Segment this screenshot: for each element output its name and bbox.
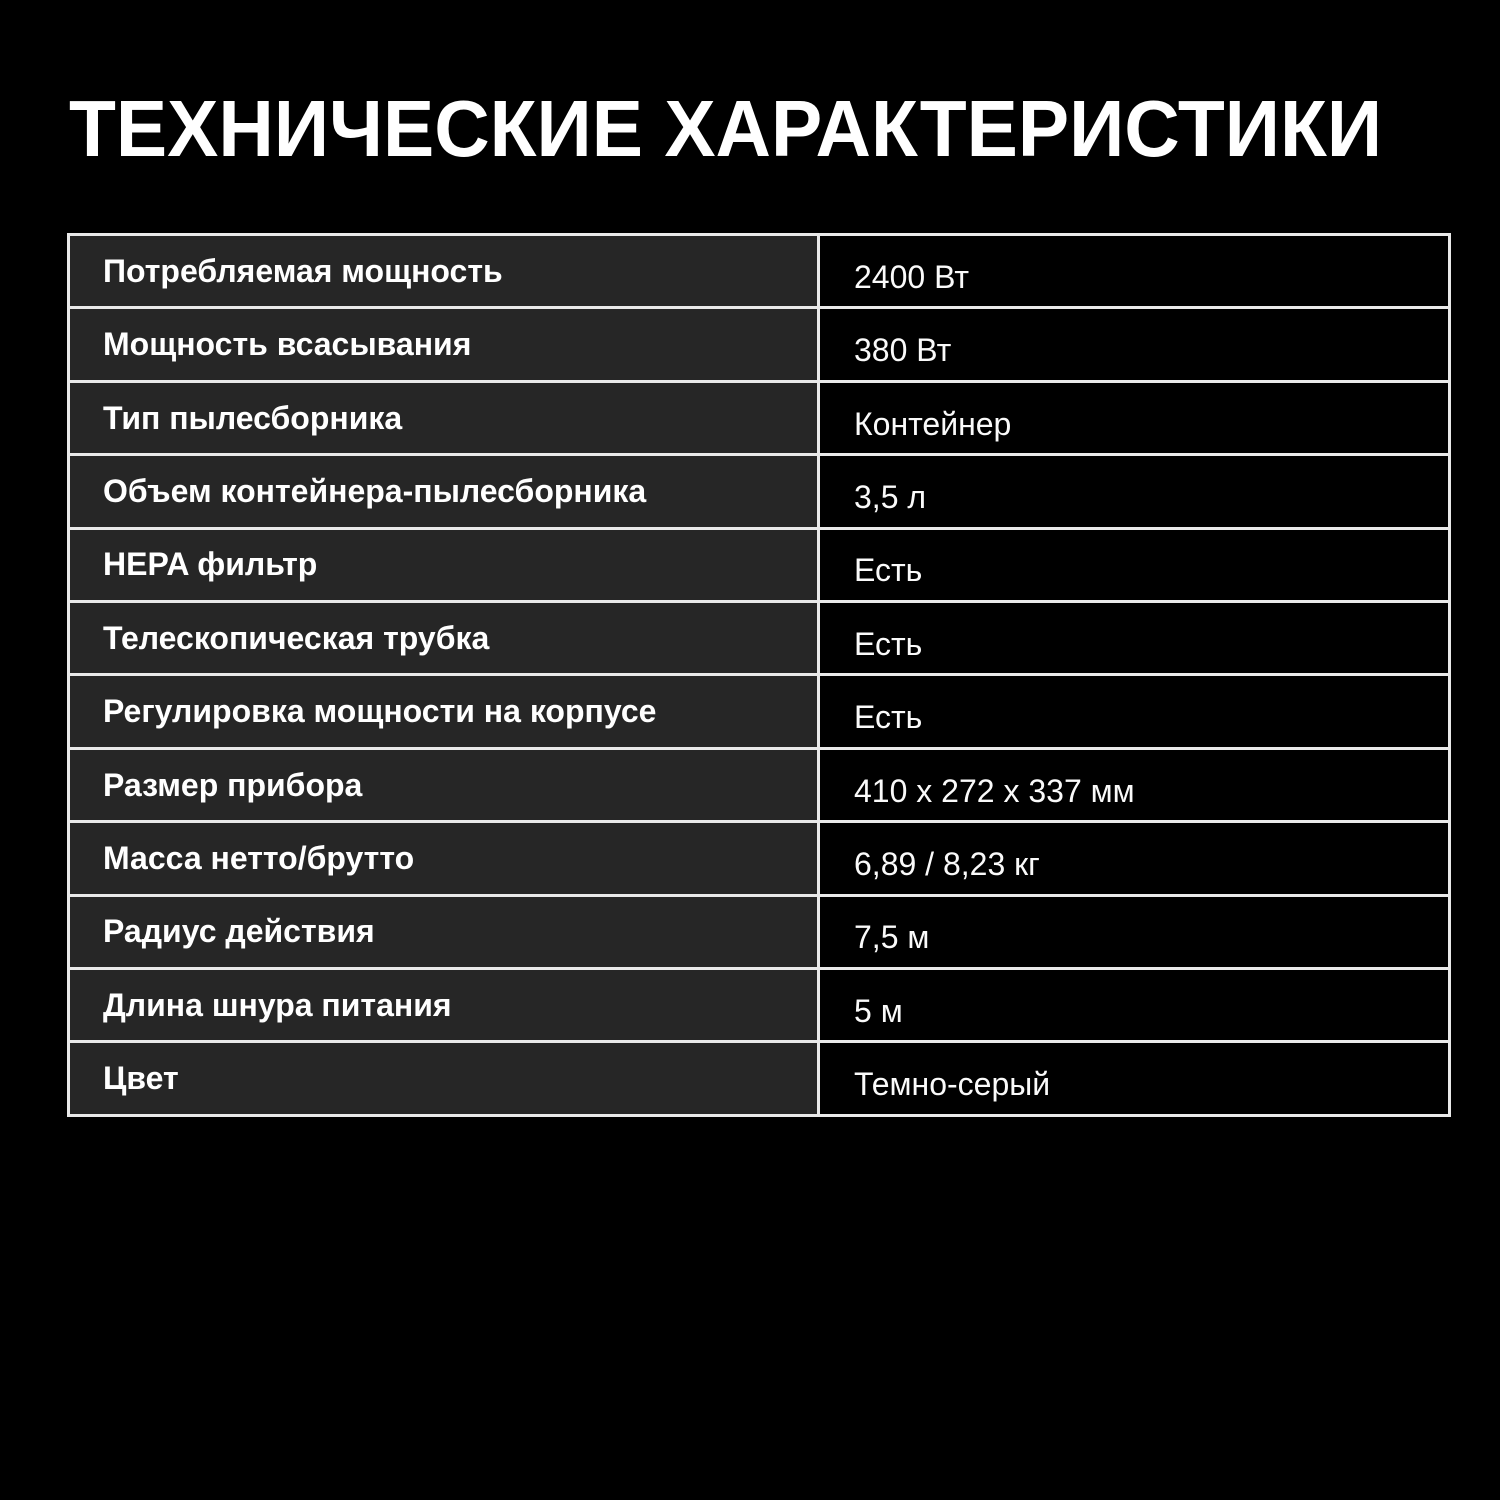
spec-label: HEPA фильтр (69, 528, 819, 601)
spec-label: Масса нетто/брутто (69, 822, 819, 895)
table-row (69, 381, 1450, 454)
spec-label: Цвет (69, 1042, 819, 1116)
spec-label: Объем контейнера-пылесборника (69, 455, 819, 528)
table-row (69, 455, 1450, 528)
table-row (69, 308, 1450, 381)
spec-label: Мощность всасывания (69, 308, 819, 381)
spec-value: Темно-серый (819, 1042, 1450, 1116)
table-row (69, 235, 1450, 308)
spec-label: Потребляемая мощность (69, 235, 819, 308)
spec-value: Есть (819, 675, 1450, 748)
page-title: ТЕХНИЧЕСКИЕ ХАРАКТЕРИСТИКИ (69, 84, 1383, 173)
spec-label: Телескопическая трубка (69, 602, 819, 675)
table-row (69, 822, 1450, 895)
spec-label: Длина шнура питания (69, 969, 819, 1042)
spec-label: Тип пылесборника (69, 381, 819, 454)
spec-label: Размер прибора (69, 748, 819, 821)
spec-value: Есть (819, 528, 1450, 601)
spec-value: 5 м (819, 969, 1450, 1042)
table-row (69, 895, 1450, 968)
spec-value: Есть (819, 602, 1450, 675)
specs-table-body (69, 235, 1450, 1116)
table-row (69, 675, 1450, 748)
spec-value: 6,89 / 8,23 кг (819, 822, 1450, 895)
spec-value: 3,5 л (819, 455, 1450, 528)
spec-label: Регулировка мощности на корпусе (69, 675, 819, 748)
spec-label: Радиус действия (69, 895, 819, 968)
table-row (69, 969, 1450, 1042)
table-row (69, 1042, 1450, 1116)
spec-value: 7,5 м (819, 895, 1450, 968)
spec-value: 2400 Вт (819, 235, 1450, 308)
table-row (69, 748, 1450, 821)
spec-value: Контейнер (819, 381, 1450, 454)
specs-table (67, 233, 1451, 1117)
table-row (69, 528, 1450, 601)
spec-value: 380 Вт (819, 308, 1450, 381)
table-row (69, 602, 1450, 675)
spec-value: 410 x 272 x 337 мм (819, 748, 1450, 821)
